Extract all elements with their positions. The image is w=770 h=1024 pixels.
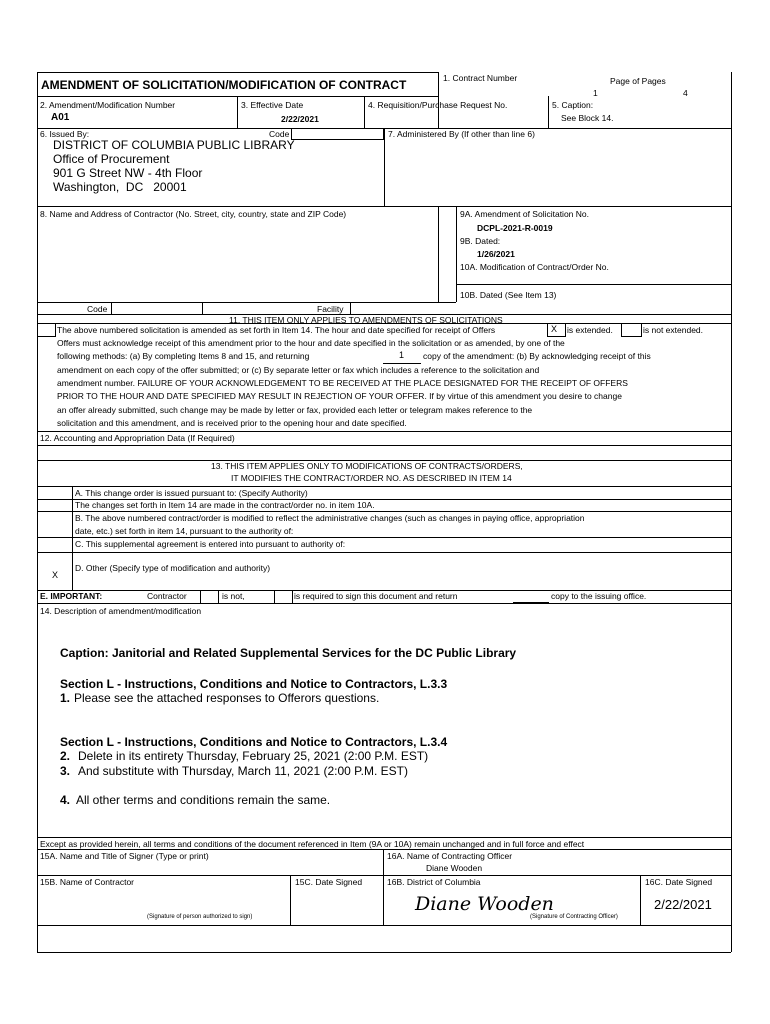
item-14-caption: Caption: Janitorial and Related Supplemental Services for the DC Public Library <box>60 646 517 660</box>
form-title: AMENDMENT OF SOLICITATION/MODIFICATION OF CONTRACT <box>41 78 407 92</box>
amendment-number-label: 2. Amendment/Modification Number <box>40 100 176 110</box>
except-statement: Except as provided herein, all terms and conditions of the document referenced in Item (9A or 10A) remain unchanged and in full force and effect <box>40 839 585 849</box>
dated-label: 9B. Dated: <box>460 236 501 246</box>
item-11-line-8: solicitation and this amendment, and is received prior to the opening hour and date specified. <box>57 418 407 428</box>
important-is-required: is required to sign this document and return <box>294 591 458 601</box>
item-11-checkbox[interactable] <box>37 323 56 337</box>
is-not-extended-label: is not extended. <box>643 325 704 335</box>
important-is-not: is not, <box>222 591 245 601</box>
item-13-c-line-1: C. This supplemental agreement is entered into pursuant to authority of: <box>75 539 346 549</box>
copies-return-underline <box>513 602 549 603</box>
dated-value: 1/26/2021 <box>477 249 515 259</box>
issued-by-label: 6. Issued By: <box>40 129 90 139</box>
caption-value: See Block 14. <box>561 113 614 123</box>
page-current: 1 <box>593 88 598 98</box>
important-label: E. IMPORTANT: <box>40 591 103 601</box>
amendment-number-value: A01 <box>51 112 70 123</box>
item-2-number: 2. <box>60 749 71 763</box>
is-not-checkbox[interactable] <box>200 590 219 604</box>
item-3-number: 3. <box>60 764 71 778</box>
important-contractor: Contractor <box>147 591 187 601</box>
is-required-checkbox[interactable] <box>274 590 293 604</box>
item-13-a-line-2: The changes set forth in Item 14 are made in the contract/order no. in item 10A. <box>75 500 375 510</box>
modification-dated-label: 10B. Dated (See Item 13) <box>460 290 557 300</box>
extended-mark: X <box>551 324 558 334</box>
issued-by-line-1: DISTRICT OF COLUMBIA PUBLIC LIBRARY <box>53 138 295 152</box>
contractor-address-label: 8. Name and Address of Contractor (No. Street, city, country, state and ZIP Code) <box>40 209 347 219</box>
is-extended-label: is extended. <box>567 325 613 335</box>
not-extended-checkbox[interactable] <box>621 323 642 337</box>
amendment-form <box>37 72 731 952</box>
item-13-d-line-1: D. Other (Specify type of modification and authority) <box>75 563 271 573</box>
contractor-code-label: Code <box>87 304 108 314</box>
item-12-label: 12. Accounting and Appropriation Data (If Required) <box>40 433 235 443</box>
issued-code-label: Code <box>269 129 290 139</box>
contracting-officer-label: 16A. Name of Contracting Officer <box>387 851 513 861</box>
section-1-item: Please see the attached responses to Offerors questions. <box>74 691 380 705</box>
contract-number-label: 1. Contract Number <box>443 73 518 83</box>
item-11-line-7: an offer already submitted, such change may be made by letter or fax, provided each letter or telegram makes reference to the <box>57 405 533 415</box>
page-total: 4 <box>683 88 688 98</box>
item-11-line-5: amendment number. FAILURE OF YOUR ACKNOWLEDGEMENT TO BE RECEIVED AT THE PLACE DESIGNATED FOR THE RECEIPT OF OFFERS <box>57 378 628 388</box>
section-1-heading: Section L - Instructions, Conditions and Notice to Contractors, L.3.3 <box>60 677 448 691</box>
facility-label: Facility <box>317 304 344 314</box>
item-13-heading-2: IT MODIFIES THE CONTRACT/ORDER NO. AS DESCRIBED IN ITEM 14 <box>231 473 512 483</box>
item-4-text: All other terms and conditions remain the same. <box>76 793 331 807</box>
item-13-b-line-1: B. The above numbered contract/order is modified to reflect the administrative changes (such as changes in paying office, appropriation <box>75 513 585 523</box>
svg-text:Diane Wooden: Diane Wooden <box>415 893 554 915</box>
item-11-line-6: PRIOR TO THE HOUR AND DATE SPECIFIED MAY RESULT IN REJECTION OF YOUR OFFER. If by virtue of this amendment you desire to change <box>57 391 622 401</box>
officer-signature-caption: (Signature of Contracting Officer) <box>530 914 618 920</box>
officer-date-signed-label: 16C. Date Signed <box>645 877 713 887</box>
contractor-signature-caption: (Signature of person authorized to sign) <box>147 914 253 920</box>
issued-by-line-3: 901 G Street NW - 4th Floor <box>53 166 203 180</box>
item-13-b-line-2: date, etc.) set forth in item 14, pursuant to the authority of: <box>75 526 294 536</box>
item-2-text: Delete in its entirety Thursday, February 25, 2021 (2:00 P.M. EST) <box>78 749 429 763</box>
copies-underline <box>383 363 421 364</box>
item-11-line-3a: following methods: (a) By completing Items 8 and 15, and returning <box>57 351 310 361</box>
administered-by-label: 7. Administered By (If other than line 6) <box>388 129 535 139</box>
important-copy-text: copy to the issuing office. <box>551 591 647 601</box>
item-3-text: And substitute with Thursday, March 11, 2021 (2:00 P.M. EST) <box>78 764 408 778</box>
requisition-label: 4. Requisition/Purchase Request No. <box>368 100 508 110</box>
item-13-d-mark: X <box>52 570 59 580</box>
date-signed-label: 15C. Date Signed <box>295 877 363 887</box>
item-11-line-3b: copy of the amendment: (b) By acknowledging receipt of this <box>423 351 651 361</box>
contractor-name-label: 15B. Name of Contractor <box>40 877 135 887</box>
item-11-line-4: amendment on each copy of the offer submitted; or (c) By separate letter or fax which includes a reference to the solicitation and <box>57 365 540 375</box>
effective-date-value: 2/22/2021 <box>281 114 319 124</box>
item-11-line-2: Offers must acknowledge receipt of this amendment prior to the hour and date specified in the solicitation or as amended, by one of the <box>57 338 565 348</box>
item-14-label: 14. Description of amendment/modification <box>40 606 202 616</box>
item-13-a-line-1: A. This change order is issued pursuant to: (Specify Authority) <box>75 488 308 498</box>
effective-date-label: 3. Effective Date <box>241 100 304 110</box>
page-of-pages-label: Page of Pages <box>610 76 666 86</box>
item-13-heading-1: 13. THIS ITEM APPLIES ONLY TO MODIFICATIONS OF CONTRACTS/ORDERS, <box>211 461 523 471</box>
caption-label: 5. Caption: <box>552 100 594 110</box>
copies-value: 1 <box>399 350 405 360</box>
item-11-heading: 11. THIS ITEM ONLY APPLIES TO AMENDMENTS OF SOLICITATIONS <box>229 315 503 325</box>
item-11-line-1: The above numbered solicitation is amended as set forth in Item 14. The hour and date specified for receipt of Offers <box>57 325 496 335</box>
district-label: 16B. District of Columbia <box>387 877 481 887</box>
modification-order-label: 10A. Modification of Contract/Order No. <box>460 262 609 272</box>
officer-date-value: 2/22/2021 <box>654 897 712 912</box>
section-2-heading: Section L - Instructions, Conditions and Notice to Contractors, L.3.4 <box>60 735 448 749</box>
issued-by-line-2: Office of Procurement <box>53 152 170 166</box>
section-1-item-number: 1. <box>60 691 71 705</box>
contracting-officer-name: Diane Wooden <box>426 863 483 873</box>
issued-by-line-4: Washington, DC 20001 <box>53 180 187 194</box>
amendment-solicitation-label: 9A. Amendment of Solicitation No. <box>460 209 589 219</box>
amendment-solicitation-value: DCPL-2021-R-0019 <box>477 223 553 233</box>
issued-code-field <box>291 128 384 140</box>
signer-name-label: 15A. Name and Title of Signer (Type or print) <box>40 851 209 861</box>
item-4-number: 4. <box>60 793 71 807</box>
